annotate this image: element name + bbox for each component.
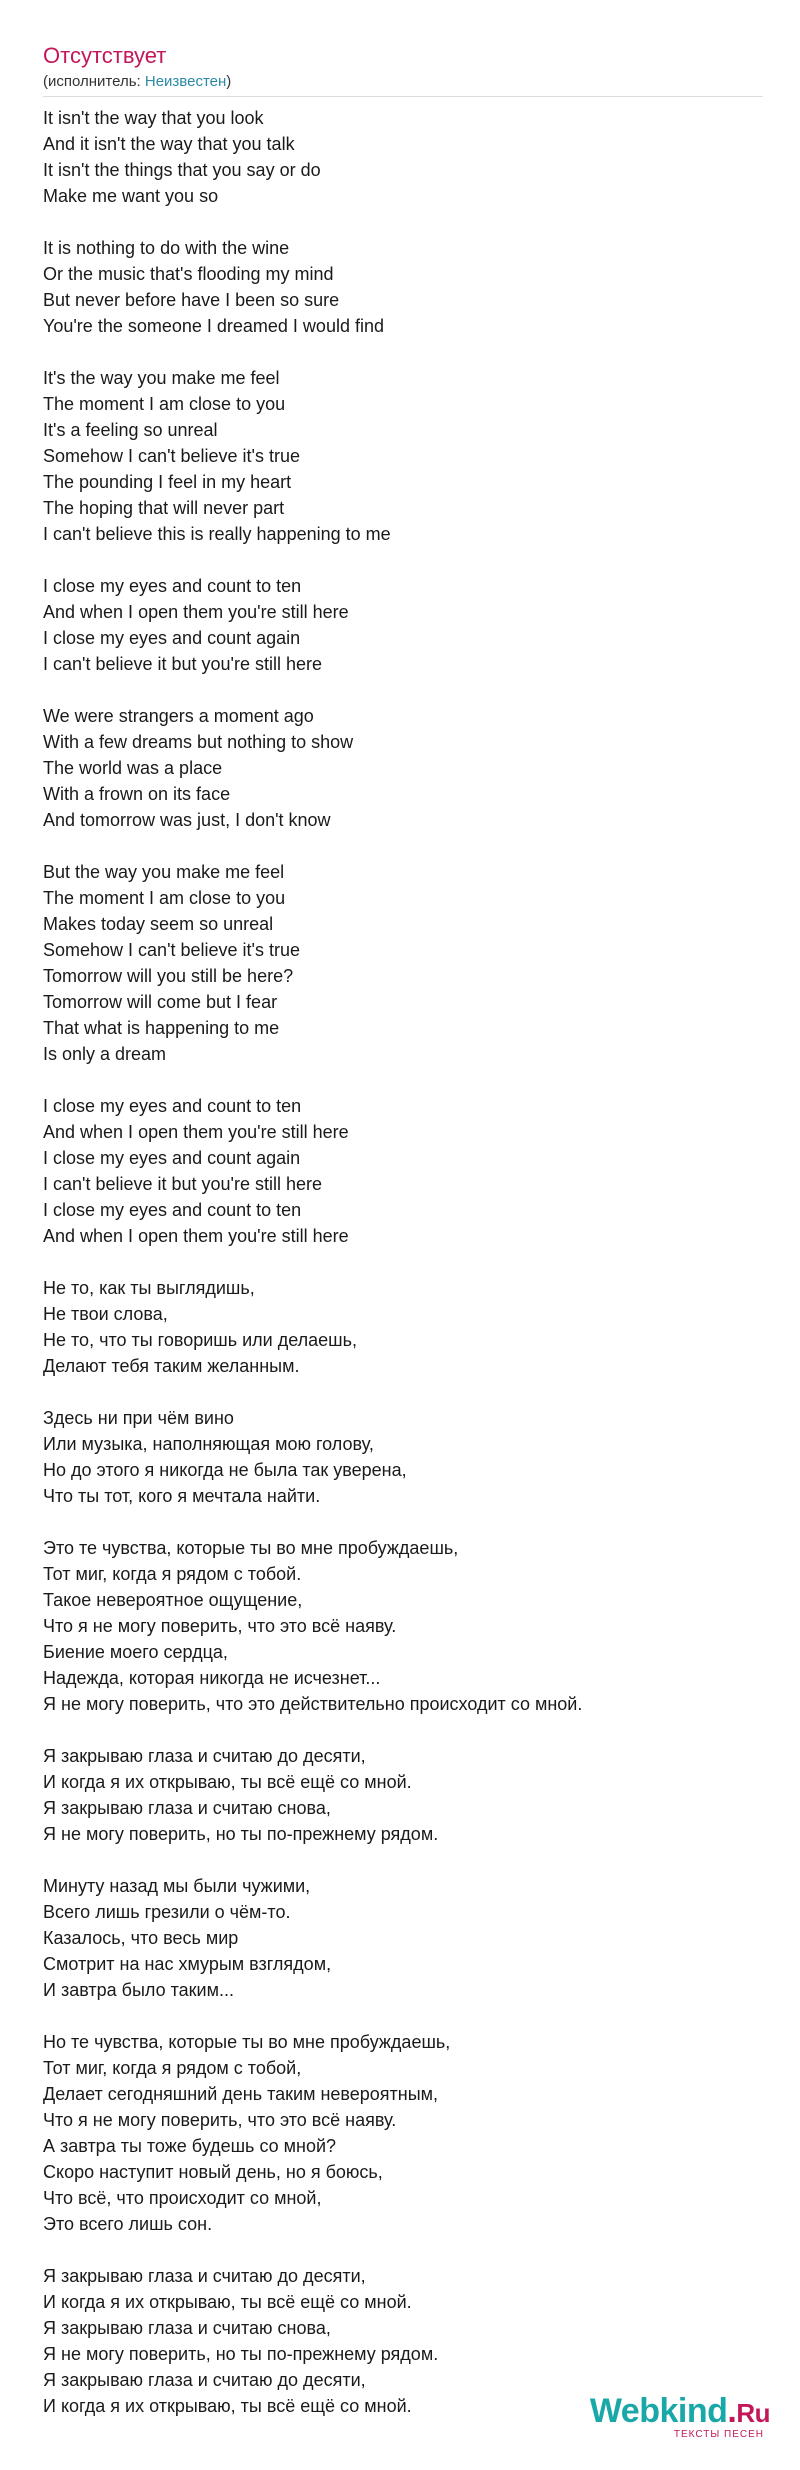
- lyric-line: Но до этого я никогда не была так уверена,: [43, 1460, 407, 1480]
- lyric-line: Tomorrow will you still be here?: [43, 966, 294, 986]
- lyric-line: И когда я их открываю, ты всё ещё со мной.: [43, 2396, 412, 2416]
- lyric-line: It's the way you make me feel: [43, 368, 280, 388]
- lyric-line: It isn't the way that you look: [43, 108, 264, 128]
- lyric-line: Что всё, что происходит со мной,: [43, 2188, 322, 2208]
- site-logo[interactable]: [590, 2393, 770, 2440]
- lyrics-stanza: [43, 859, 763, 1067]
- lyric-line: I close my eyes and count to ten: [43, 576, 302, 596]
- lyric-line: And when I open them you're still here: [43, 602, 349, 622]
- lyrics-stanza: [43, 1535, 763, 1717]
- artist-link[interactable]: Неизвестен: [144, 73, 227, 90]
- lyric-line: Делают тебя таким желанным.: [43, 1356, 300, 1376]
- lyric-line: We were strangers a moment ago: [43, 706, 314, 726]
- lyric-line: The world was a place: [43, 758, 223, 778]
- artist-suffix: ): [226, 73, 232, 90]
- lyric-line: Я закрываю глаза и считаю до десяти,: [43, 2370, 366, 2390]
- lyric-line: Or the music that's flooding my mind: [43, 264, 334, 284]
- lyric-line: I can't believe this is really happening to me: [43, 524, 391, 544]
- lyric-line: Минуту назад мы были чужими,: [43, 1876, 311, 1896]
- lyrics-stanza: [43, 1275, 763, 1379]
- lyric-line: Не то, что ты говоришь или делаешь,: [43, 1330, 357, 1350]
- lyrics-stanza: [43, 365, 763, 547]
- lyric-line: I close my eyes and count again: [43, 1148, 301, 1168]
- lyric-line: I can't believe it but you're still here: [43, 654, 323, 674]
- lyric-line: Я не могу поверить, но ты по-прежнему рядом.: [43, 2344, 439, 2364]
- lyric-line: А завтра ты тоже будешь со мной?: [43, 2136, 337, 2156]
- song-title: Отсутствует: [43, 43, 167, 68]
- lyric-line: Казалось, что весь мир: [43, 1928, 239, 1948]
- page-content: [43, 0, 763, 2445]
- lyric-line: With a few dreams but nothing to show: [43, 732, 354, 752]
- lyric-line: И когда я их открываю, ты всё ещё со мной.: [43, 2292, 412, 2312]
- lyric-line: I close my eyes and count to ten: [43, 1200, 302, 1220]
- lyric-line: The pounding I feel in my heart: [43, 472, 292, 492]
- lyric-line: The moment I am close to you: [43, 394, 286, 414]
- lyric-line: I close my eyes and count to ten: [43, 1096, 302, 1116]
- lyric-line: Делает сегодняшний день таким невероятным,: [43, 2084, 439, 2104]
- lyric-line: Смотрит на нас хмурым взглядом,: [43, 1954, 332, 1974]
- lyric-line: Скоро наступит новый день, но я боюсь,: [43, 2162, 383, 2182]
- lyric-line: Это те чувства, которые ты во мне пробуждаешь,: [43, 1538, 459, 1558]
- lyric-line: But never before have I been so sure: [43, 290, 340, 310]
- lyrics-stanza: [43, 1093, 763, 1249]
- lyric-line: Я закрываю глаза и считаю снова,: [43, 1798, 331, 1818]
- lyric-line: And it isn't the way that you talk: [43, 134, 295, 154]
- lyrics-stanza: [43, 703, 763, 833]
- lyric-line: It isn't the things that you say or do: [43, 160, 321, 180]
- lyric-line: И когда я их открываю, ты всё ещё со мной.: [43, 1772, 412, 1792]
- lyrics-stanza: [43, 1743, 763, 1847]
- logo-brand-tld: Ru: [736, 2398, 770, 2428]
- artist-prefix: (исполнитель:: [43, 73, 145, 90]
- lyrics-stanza: [43, 573, 763, 677]
- lyric-line: Makes today seem so unreal: [43, 914, 274, 934]
- logo-brand-dot: .: [727, 2392, 737, 2430]
- lyric-line: Я закрываю глаза и считаю до десяти,: [43, 2266, 366, 2286]
- lyric-line: Биение моего сердца,: [43, 1642, 228, 1662]
- lyric-line: And tomorrow was just, I don't know: [43, 810, 331, 830]
- lyrics-stanza: [43, 2029, 763, 2237]
- lyric-line: Я закрываю глаза и считаю снова,: [43, 2318, 331, 2338]
- lyric-line: Что я не могу поверить, что это всё наяву.: [43, 1616, 397, 1636]
- logo-tagline: ТЕКСТЫ ПЕСЕН: [673, 2429, 764, 2440]
- lyrics-body: [43, 105, 763, 2419]
- logo-brand-main: Webkind: [589, 2392, 728, 2430]
- lyrics-stanza: [43, 235, 763, 339]
- lyric-line: I can't believe it but you're still here: [43, 1174, 323, 1194]
- lyric-line: It is nothing to do with the wine: [43, 238, 290, 258]
- lyrics-stanza: [43, 1405, 763, 1509]
- lyric-line: Tomorrow will come but I fear: [43, 992, 278, 1012]
- lyric-line: You're the someone I dreamed I would find: [43, 316, 384, 336]
- lyric-line: Тот миг, когда я рядом с тобой,: [43, 2058, 302, 2078]
- lyric-line: And when I open them you're still here: [43, 1122, 349, 1142]
- lyric-line: Я не могу поверить, но ты по-прежнему рядом.: [43, 1824, 439, 1844]
- lyric-line: Не то, как ты выглядишь,: [43, 1278, 255, 1298]
- lyric-line: И завтра было таким...: [43, 1980, 234, 2000]
- lyric-line: Надежда, которая никогда не исчезнет...: [43, 1668, 381, 1688]
- lyric-line: Или музыка, наполняющая мою голову,: [43, 1434, 374, 1454]
- lyric-line: Что ты тот, кого я мечтала найти.: [43, 1486, 321, 1506]
- lyrics-stanza: [43, 1873, 763, 2003]
- lyric-line: Make me want you so: [43, 186, 219, 206]
- lyric-line: And when I open them you're still here: [43, 1226, 349, 1246]
- lyrics-stanza: [43, 105, 763, 209]
- lyric-line: The moment I am close to you: [43, 888, 286, 908]
- lyric-line: I close my eyes and count again: [43, 628, 301, 648]
- lyric-line: With a frown on its face: [43, 784, 231, 804]
- lyric-line: Такое невероятное ощущение,: [43, 1590, 303, 1610]
- lyric-line: But the way you make me feel: [43, 862, 285, 882]
- lyric-line: Я не могу поверить, что это действительно происходит со мной.: [43, 1694, 583, 1714]
- lyric-line: Это всего лишь сон.: [43, 2214, 213, 2234]
- lyric-line: Somehow I can't believe it's true: [43, 446, 301, 466]
- logo-wordmark: [590, 2393, 770, 2431]
- lyric-line: Тот миг, когда я рядом с тобой.: [43, 1564, 302, 1584]
- lyric-line: Что я не могу поверить, что это всё наяву.: [43, 2110, 397, 2130]
- lyric-line: It's a feeling so unreal: [43, 420, 218, 440]
- lyric-line: Но те чувства, которые ты во мне пробуждаешь,: [43, 2032, 451, 2052]
- lyric-line: Всего лишь грезили о чём-то.: [43, 1902, 291, 1922]
- lyric-line: Не твои слова,: [43, 1304, 168, 1324]
- lyric-line: Здесь ни при чём вино: [43, 1408, 234, 1428]
- lyric-line: Somehow I can't believe it's true: [43, 940, 301, 960]
- artist-line: [43, 72, 763, 92]
- lyric-line: Я закрываю глаза и считаю до десяти,: [43, 1746, 366, 1766]
- title-divider: [43, 96, 763, 97]
- lyric-line: The hoping that will never part: [43, 498, 285, 518]
- lyric-line: That what is happening to me: [43, 1018, 280, 1038]
- lyric-line: Is only a dream: [43, 1044, 167, 1064]
